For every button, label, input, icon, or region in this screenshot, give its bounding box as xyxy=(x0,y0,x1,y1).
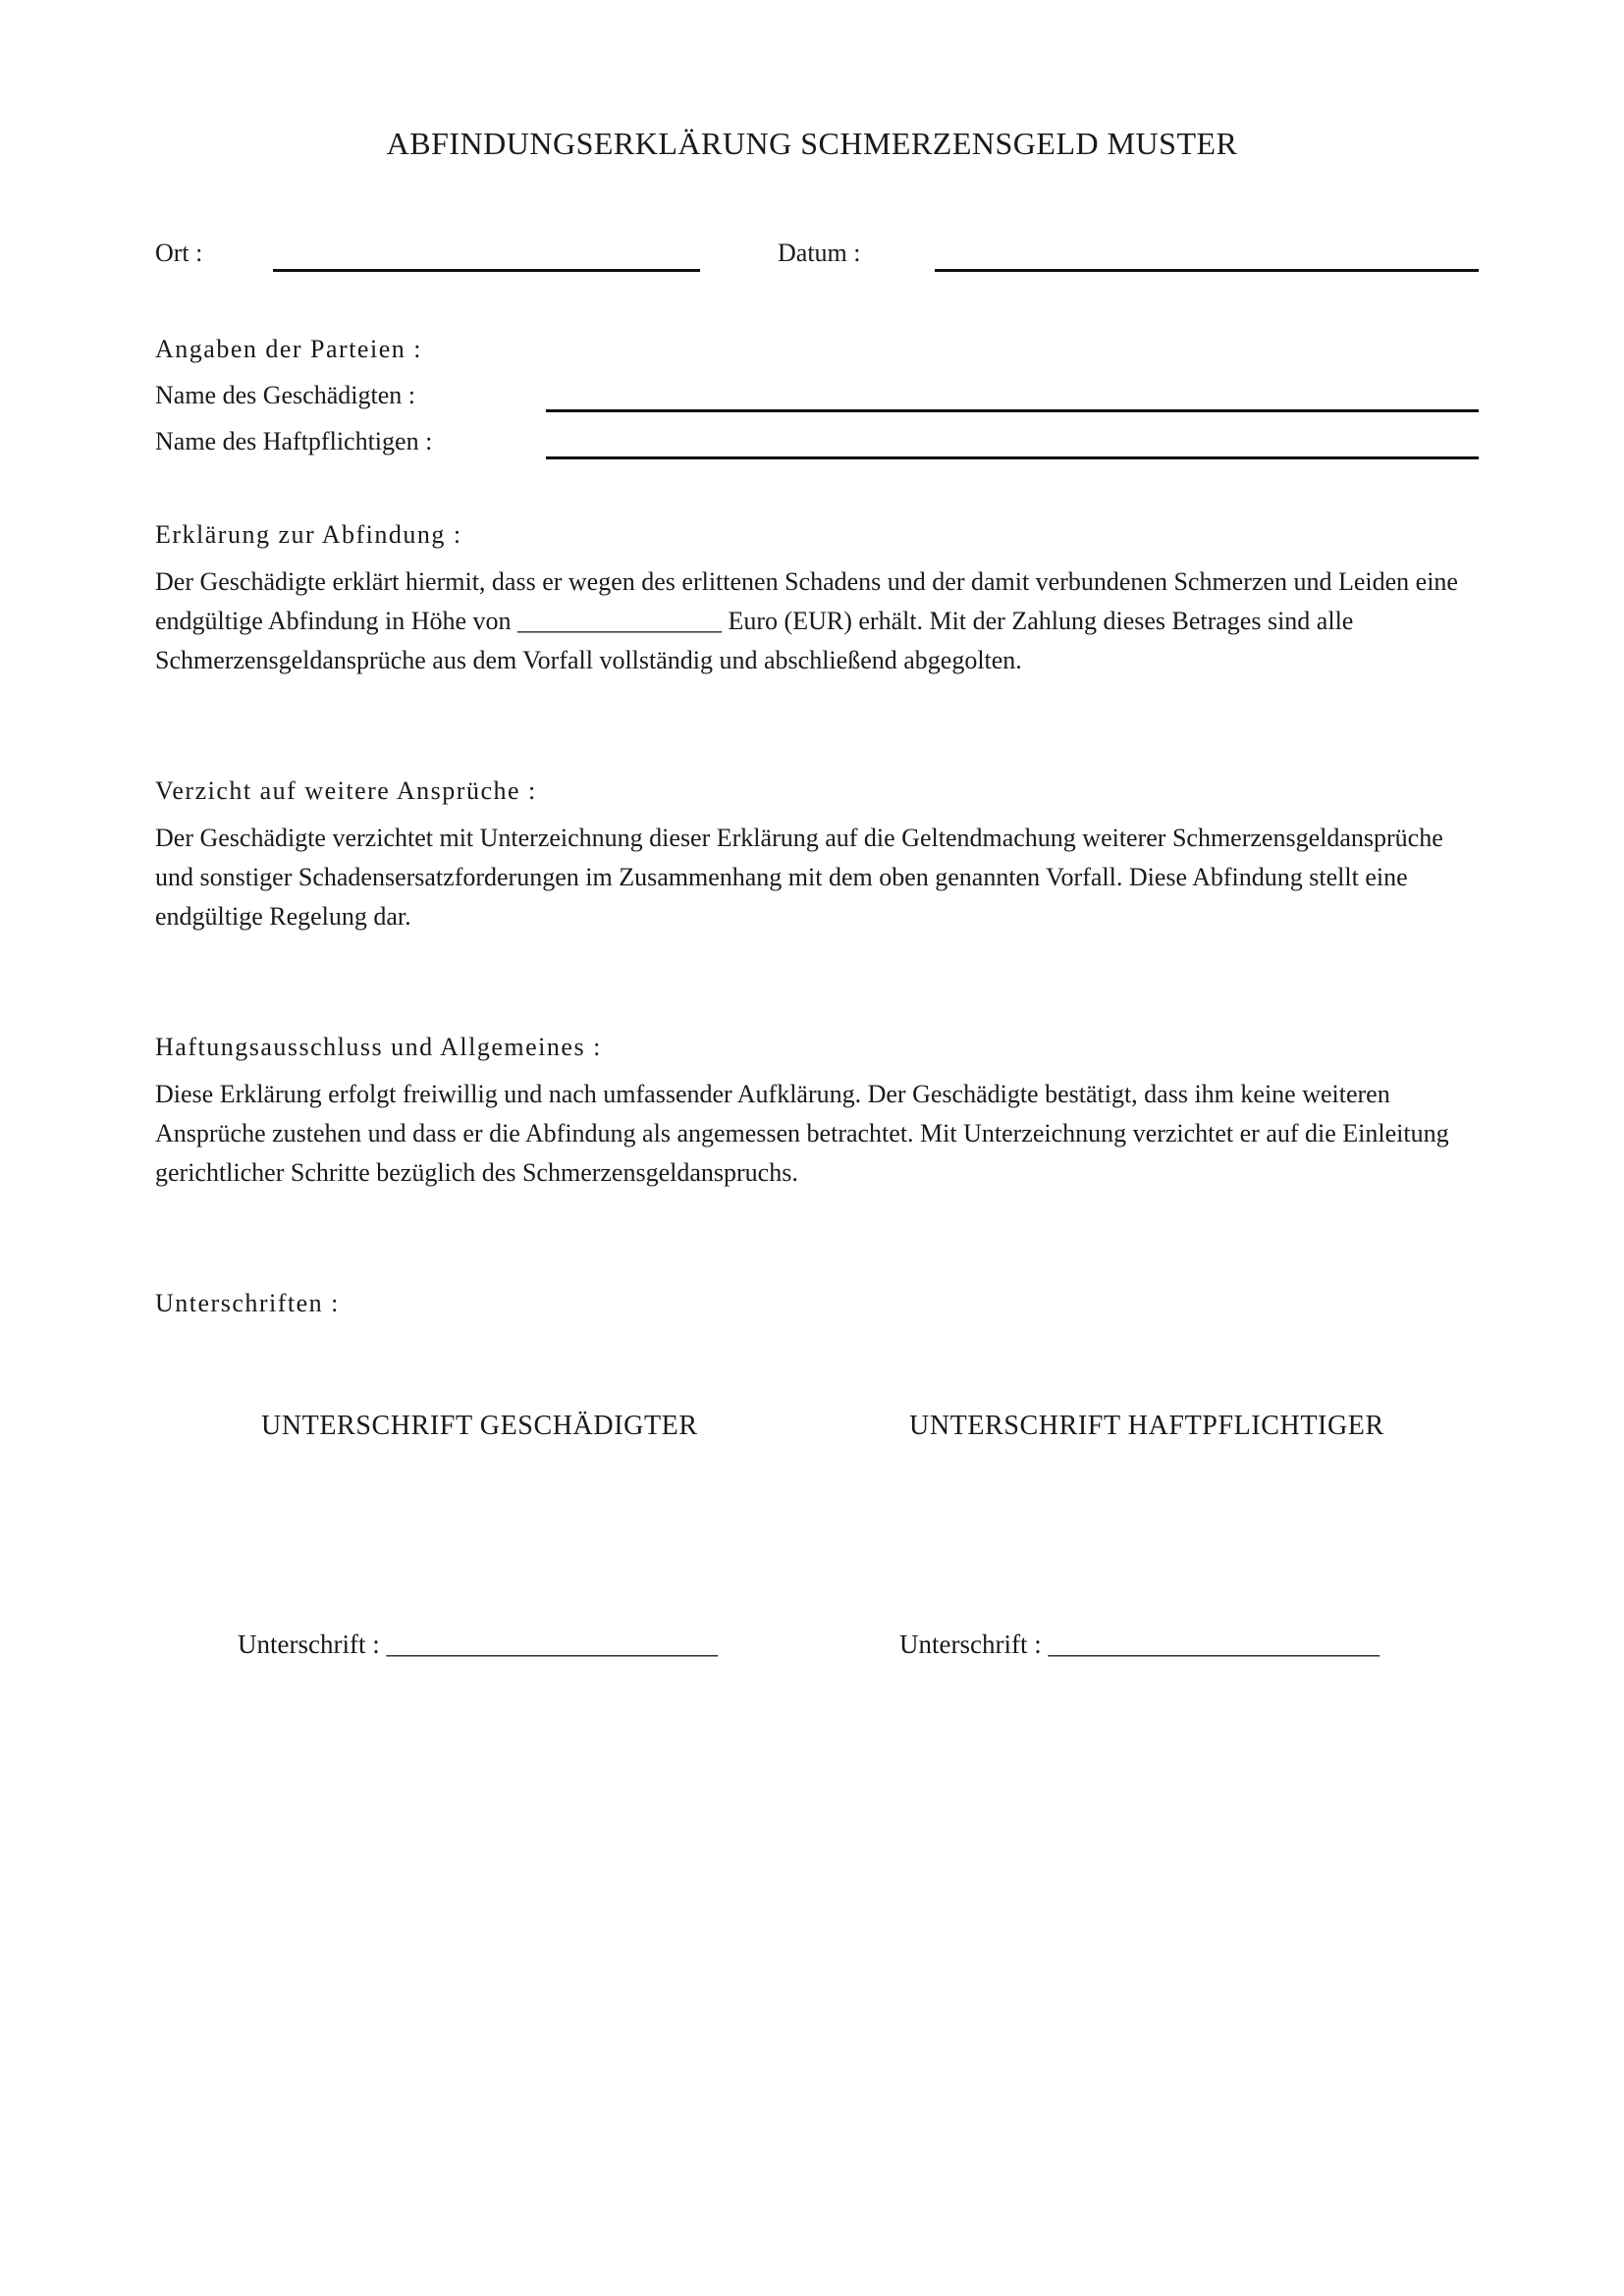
signatures-heading: Unterschriften : xyxy=(155,1289,340,1317)
ort-label: Ort : xyxy=(155,239,203,267)
settlement-text: Der Geschädigte erklärt hiermit, dass er wegen des erlittenen Schadens und der damit verbundenen Schmerzen und Leiden eine endgültige Abfindung in Höhe von ________________ Euro (EUR) erhält. Mit der Zahlung dieses Betrages sind alle Schmerzensgeldansprüche aus dem Vorfall vollständig und abschließend abgegolten. xyxy=(155,567,1458,674)
general-heading: Haftungsausschluss und Allgemeines : xyxy=(155,1033,602,1061)
waiver-text: Der Geschädigte verzichtet mit Unterzeichnung dieser Erklärung auf die Geltendmachung weiterer Schmerzensgeldansprüche und sonstiger Schadensersatzforderungen im Zusammenhang mit dem oben genannten Vorfall. Diese Abfindung stellt eine endgültige Regelung dar. xyxy=(155,824,1443,931)
liable-name-field[interactable] xyxy=(546,456,1479,459)
liable-name-label: Name des Haftpflichtigen : xyxy=(155,427,433,455)
datum-label: Datum : xyxy=(778,239,861,267)
liable-signature-field[interactable]: Unterschrift : _________________________ xyxy=(899,1629,1380,1659)
document-title: ABFINDUNGSERKLÄRUNG SCHMERZENSGELD MUSTER xyxy=(386,126,1238,161)
injured-name-label: Name des Geschädigten : xyxy=(155,381,415,409)
ort-field[interactable] xyxy=(273,269,700,272)
datum-field[interactable] xyxy=(935,269,1479,272)
parties-heading: Angaben der Parteien : xyxy=(155,335,422,363)
injured-name-field[interactable] xyxy=(546,409,1479,412)
waiver-heading: Verzicht auf weitere Ansprüche : xyxy=(155,776,537,805)
settlement-heading: Erklärung zur Abfindung : xyxy=(155,520,462,549)
liable-signature-title: UNTERSCHRIFT HAFTPFLICHTIGER xyxy=(909,1411,1384,1441)
injured-signature-title: UNTERSCHRIFT GESCHÄDIGTER xyxy=(261,1411,698,1441)
injured-signature-field[interactable]: Unterschrift : _________________________ xyxy=(238,1629,718,1659)
general-text: Diese Erklärung erfolgt freiwillig und nach umfassender Aufklärung. Der Geschädigte bestätigt, dass ihm keine weiteren Ansprüche zustehen und dass er die Abfindung als angemessen betrachtet. Mit Unterzeichnung verzichtet er auf die Einleitung gerichtlicher Schritte bezüglich des Schmerzensgeldanspruchs. xyxy=(155,1080,1449,1187)
